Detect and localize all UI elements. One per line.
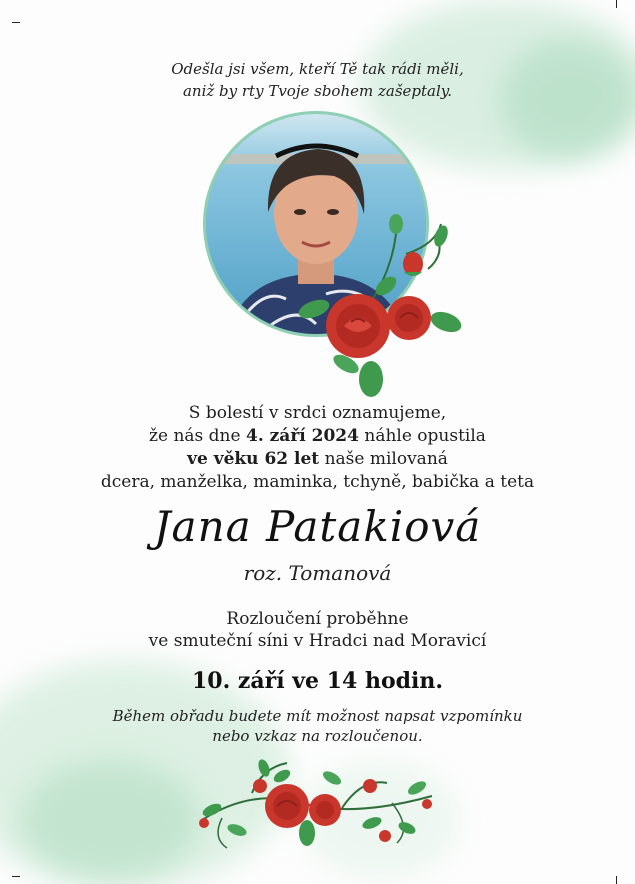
rose-bouquet-icon [296, 214, 466, 404]
note-line-1: Během obřadu budete mít možnost napsat vzpomínku [112, 707, 523, 725]
announcement-line-4: dcera, manželka, maminka, tchyně, babička a teta [100, 472, 535, 492]
deceased-name: Jana Patakiová [153, 502, 482, 551]
note-line-2: nebo vzkaz na rozloučenou. [212, 727, 423, 745]
announcement-line-1: S bolestí v srdci oznamujeme, [188, 403, 447, 423]
farewell-line-2: ve smuteční síni v Hradci nad Moravicí [148, 631, 487, 651]
age-at-death: ve věku 62 let [187, 449, 320, 469]
farewell-info [0, 608, 635, 652]
quote-line-2: aniž by rty Tvoje sbohem zašeptaly. [182, 82, 453, 100]
rose-garland-icon [192, 748, 442, 858]
crop-mark-tr [616, 0, 617, 8]
opening-quote [0, 58, 635, 102]
announcement-line-2-post: náhle opustila [358, 426, 486, 446]
crop-mark-bl [12, 876, 20, 877]
crop-mark-tl [12, 22, 20, 23]
announcement-line-3-post: naše milovaná [319, 449, 448, 469]
ceremony-datetime: 10. září ve 14 hodin. [191, 668, 444, 694]
announcement-line-2 [0, 425, 635, 448]
announcement [0, 402, 635, 494]
announcement-line-2-pre: že nás dne [149, 426, 246, 446]
crop-mark-br [616, 876, 617, 884]
announcement-line-3 [0, 448, 635, 471]
death-date: 4. září 2024 [245, 426, 359, 446]
maiden-name: roz. Tomanová [243, 561, 392, 585]
quote-line-1: Odešla jsi všem, kteří Tě tak rádi měli, [171, 60, 464, 78]
farewell-line-1: Rozloučení proběhne [226, 609, 409, 629]
watercolor-wash-bottom-left-2 [20, 760, 200, 880]
ceremony-note [0, 706, 635, 746]
